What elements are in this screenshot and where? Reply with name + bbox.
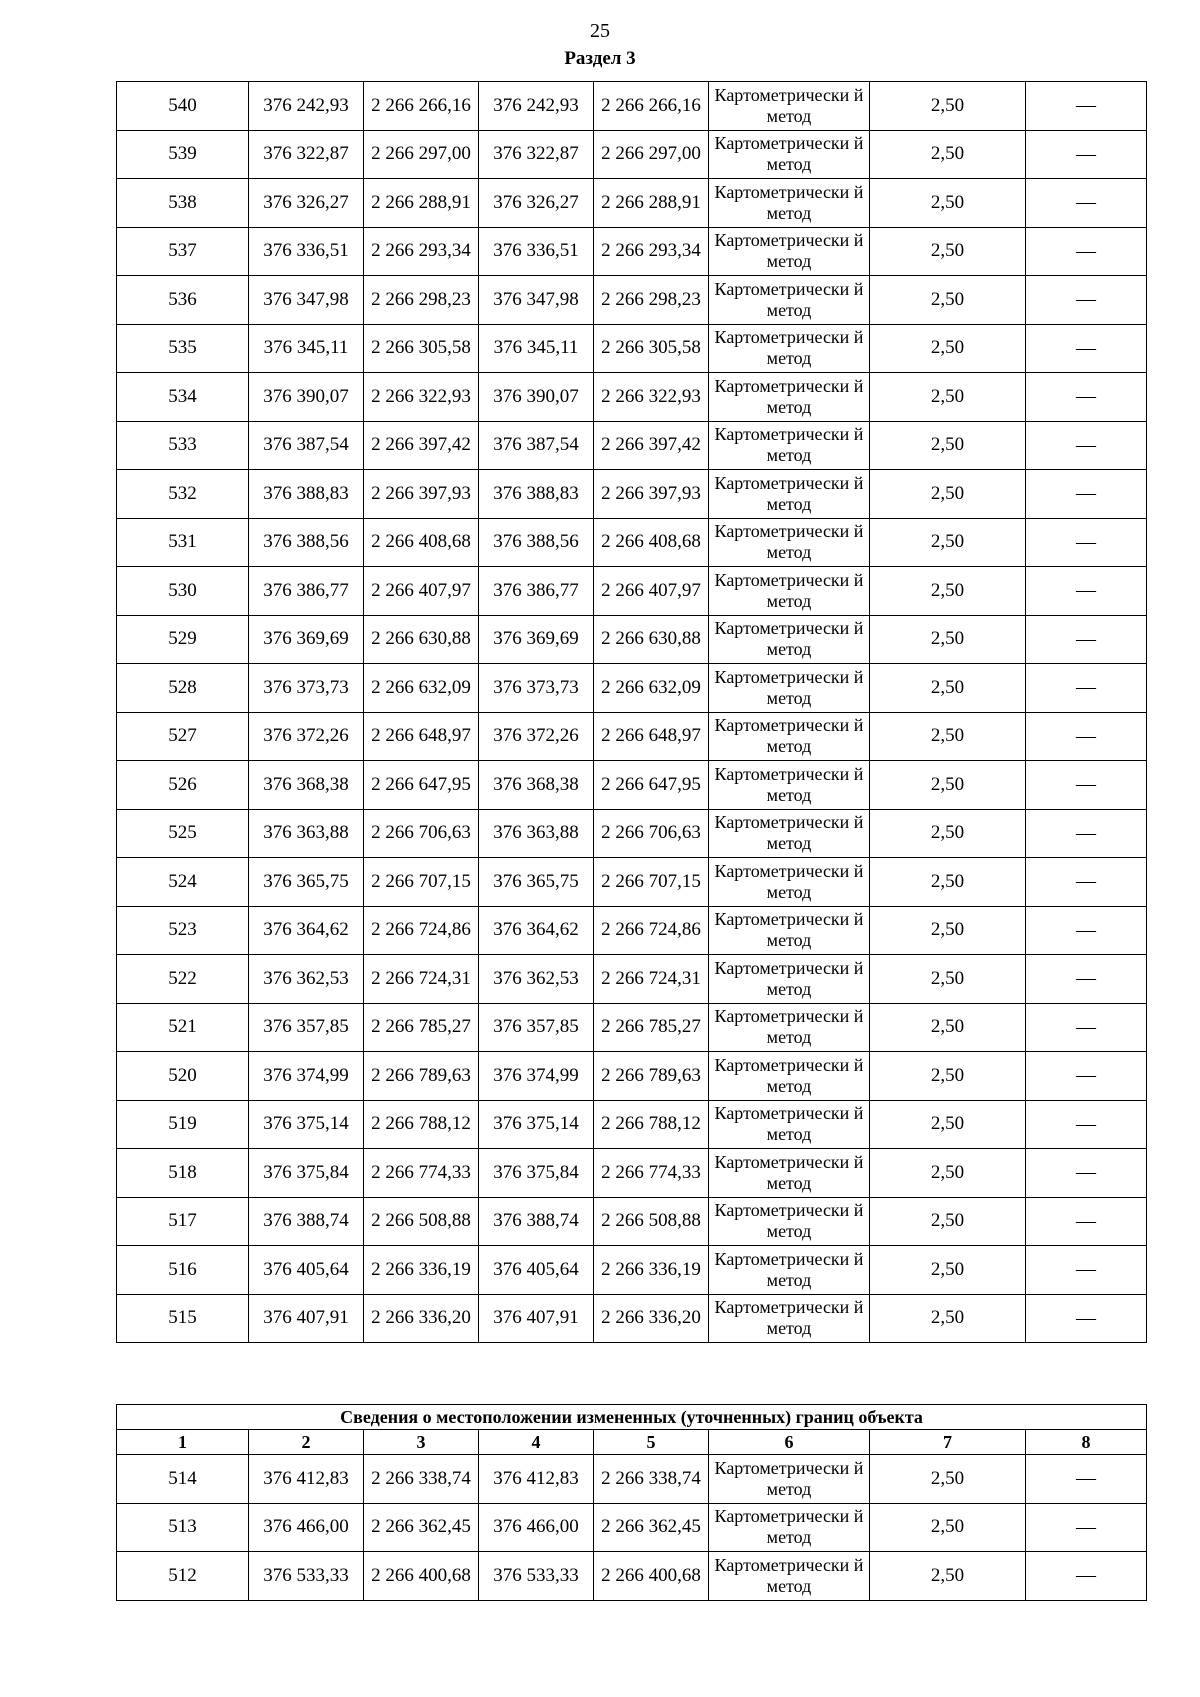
table-row	[117, 373, 1147, 422]
cell-y-existing: 2 266 630,88	[364, 615, 479, 664]
table-row	[117, 227, 1147, 276]
cell-y-existing: 2 266 305,58	[364, 324, 479, 373]
cell-method: Картометрически й метод	[709, 1197, 870, 1246]
cell-accuracy: 2,50	[870, 1149, 1026, 1198]
changed-boundaries-table	[116, 1404, 1147, 1601]
cell-y-new: 2 266 338,74	[594, 1455, 709, 1504]
cell-accuracy: 2,50	[870, 324, 1026, 373]
cell-description: —	[1026, 421, 1147, 470]
cell-description: —	[1026, 373, 1147, 422]
cell-point-number: 525	[117, 809, 249, 858]
cell-description: —	[1026, 82, 1147, 131]
cell-method: Картометрически й метод	[709, 324, 870, 373]
cell-point-number: 516	[117, 1246, 249, 1295]
cell-x-new: 376 362,53	[479, 955, 594, 1004]
cell-y-existing: 2 266 266,16	[364, 82, 479, 131]
cell-accuracy: 2,50	[870, 1052, 1026, 1101]
table-row	[117, 1100, 1147, 1149]
cell-method: Картометрически й метод	[709, 712, 870, 761]
cell-y-new: 2 266 707,15	[594, 858, 709, 907]
cell-method: Картометрически й метод	[709, 906, 870, 955]
cell-description: —	[1026, 664, 1147, 713]
cell-point-number: 514	[117, 1455, 249, 1504]
cell-point-number: 531	[117, 518, 249, 567]
cell-y-existing: 2 266 336,19	[364, 1246, 479, 1295]
cell-x-existing: 376 326,27	[249, 179, 364, 228]
cell-description: —	[1026, 906, 1147, 955]
cell-y-new: 2 266 288,91	[594, 179, 709, 228]
cell-x-new: 376 365,75	[479, 858, 594, 907]
cell-method: Картометрически й метод	[709, 955, 870, 1004]
cell-y-new: 2 266 397,93	[594, 470, 709, 519]
cell-x-new: 376 412,83	[479, 1455, 594, 1504]
table-row	[117, 906, 1147, 955]
cell-y-existing: 2 266 648,97	[364, 712, 479, 761]
cell-x-new: 376 322,87	[479, 130, 594, 179]
cell-description: —	[1026, 179, 1147, 228]
cell-description: —	[1026, 1149, 1147, 1198]
cell-y-new: 2 266 788,12	[594, 1100, 709, 1149]
cell-description: —	[1026, 1455, 1147, 1504]
cell-description: —	[1026, 1003, 1147, 1052]
cell-y-new: 2 266 774,33	[594, 1149, 709, 1198]
cell-method: Картометрически й метод	[709, 1552, 870, 1601]
cell-x-new: 376 374,99	[479, 1052, 594, 1101]
cell-y-existing: 2 266 397,93	[364, 470, 479, 519]
cell-accuracy: 2,50	[870, 1503, 1026, 1552]
table-row	[117, 809, 1147, 858]
cell-accuracy: 2,50	[870, 664, 1026, 713]
header-cell: 4	[479, 1430, 594, 1455]
cell-y-existing: 2 266 362,45	[364, 1503, 479, 1552]
cell-accuracy: 2,50	[870, 1552, 1026, 1601]
cell-y-new: 2 266 647,95	[594, 761, 709, 810]
table-header-row	[117, 1430, 1147, 1455]
cell-x-existing: 376 412,83	[249, 1455, 364, 1504]
cell-accuracy: 2,50	[870, 1100, 1026, 1149]
cell-x-new: 376 388,56	[479, 518, 594, 567]
header-cell: 2	[249, 1430, 364, 1455]
cell-y-existing: 2 266 407,97	[364, 567, 479, 616]
cell-x-existing: 376 374,99	[249, 1052, 364, 1101]
cell-x-existing: 376 373,73	[249, 664, 364, 713]
header-cell: 5	[594, 1430, 709, 1455]
table-row	[117, 1503, 1147, 1552]
section-title: Раздел 3	[564, 48, 636, 69]
cell-x-existing: 376 322,87	[249, 130, 364, 179]
cell-x-new: 376 336,51	[479, 227, 594, 276]
cell-y-existing: 2 266 774,33	[364, 1149, 479, 1198]
table-row	[117, 1052, 1147, 1101]
header-cell: 3	[364, 1430, 479, 1455]
cell-y-new: 2 266 632,09	[594, 664, 709, 713]
cell-method: Картометрически й метод	[709, 567, 870, 616]
cell-point-number: 536	[117, 276, 249, 325]
cell-point-number: 520	[117, 1052, 249, 1101]
cell-point-number: 532	[117, 470, 249, 519]
cell-description: —	[1026, 809, 1147, 858]
cell-description: —	[1026, 227, 1147, 276]
cell-method: Картометрически й метод	[709, 664, 870, 713]
table-row	[117, 179, 1147, 228]
header-cell: 6	[709, 1430, 870, 1455]
cell-x-new: 376 407,91	[479, 1294, 594, 1343]
cell-description: —	[1026, 276, 1147, 325]
table-row	[117, 324, 1147, 373]
cell-x-existing: 376 345,11	[249, 324, 364, 373]
cell-description: —	[1026, 1246, 1147, 1295]
cell-y-existing: 2 266 789,63	[364, 1052, 479, 1101]
cell-point-number: 529	[117, 615, 249, 664]
cell-point-number: 517	[117, 1197, 249, 1246]
cell-accuracy: 2,50	[870, 1246, 1026, 1295]
cell-method: Картометрически й метод	[709, 1503, 870, 1552]
cell-x-new: 376 466,00	[479, 1503, 594, 1552]
cell-description: —	[1026, 1552, 1147, 1601]
cell-x-new: 376 405,64	[479, 1246, 594, 1295]
cell-y-new: 2 266 789,63	[594, 1052, 709, 1101]
cell-x-new: 376 347,98	[479, 276, 594, 325]
cell-method: Картометрически й метод	[709, 82, 870, 131]
cell-y-new: 2 266 408,68	[594, 518, 709, 567]
cell-x-new: 376 369,69	[479, 615, 594, 664]
cell-point-number: 533	[117, 421, 249, 470]
cell-x-existing: 376 375,14	[249, 1100, 364, 1149]
cell-point-number: 515	[117, 1294, 249, 1343]
cell-point-number: 526	[117, 761, 249, 810]
cell-point-number: 523	[117, 906, 249, 955]
table-row	[117, 955, 1147, 1004]
header-cell: 1	[117, 1430, 249, 1455]
cell-method: Картометрически й метод	[709, 421, 870, 470]
cell-y-existing: 2 266 297,00	[364, 130, 479, 179]
cell-accuracy: 2,50	[870, 761, 1026, 810]
cell-y-existing: 2 266 724,86	[364, 906, 479, 955]
cell-description: —	[1026, 324, 1147, 373]
cell-description: —	[1026, 712, 1147, 761]
cell-description: —	[1026, 615, 1147, 664]
cell-y-new: 2 266 648,97	[594, 712, 709, 761]
cell-x-new: 376 326,27	[479, 179, 594, 228]
table-row	[117, 421, 1147, 470]
cell-accuracy: 2,50	[870, 1197, 1026, 1246]
cell-accuracy: 2,50	[870, 1294, 1026, 1343]
cell-y-existing: 2 266 706,63	[364, 809, 479, 858]
cell-y-new: 2 266 266,16	[594, 82, 709, 131]
cell-point-number: 521	[117, 1003, 249, 1052]
cell-description: —	[1026, 1197, 1147, 1246]
cell-method: Картометрически й метод	[709, 1455, 870, 1504]
cell-method: Картометрически й метод	[709, 615, 870, 664]
table-row	[117, 712, 1147, 761]
cell-y-existing: 2 266 293,34	[364, 227, 479, 276]
cell-method: Картометрически й метод	[709, 1246, 870, 1295]
cell-y-existing: 2 266 338,74	[364, 1455, 479, 1504]
cell-x-existing: 376 533,33	[249, 1552, 364, 1601]
table-row	[117, 1149, 1147, 1198]
cell-x-existing: 376 388,83	[249, 470, 364, 519]
cell-accuracy: 2,50	[870, 227, 1026, 276]
cell-x-new: 376 368,38	[479, 761, 594, 810]
cell-method: Картометрически й метод	[709, 470, 870, 519]
cell-point-number: 513	[117, 1503, 249, 1552]
cell-y-existing: 2 266 788,12	[364, 1100, 479, 1149]
cell-x-existing: 376 407,91	[249, 1294, 364, 1343]
cell-method: Картометрически й метод	[709, 179, 870, 228]
table-row	[117, 664, 1147, 713]
cell-x-new: 376 375,84	[479, 1149, 594, 1198]
cell-y-existing: 2 266 336,20	[364, 1294, 479, 1343]
cell-method: Картометрически й метод	[709, 1003, 870, 1052]
cell-y-new: 2 266 397,42	[594, 421, 709, 470]
cell-point-number: 539	[117, 130, 249, 179]
cell-method: Картометрически й метод	[709, 858, 870, 907]
cell-x-existing: 376 365,75	[249, 858, 364, 907]
cell-method: Картометрически й метод	[709, 130, 870, 179]
cell-y-new: 2 266 298,23	[594, 276, 709, 325]
cell-x-existing: 376 375,84	[249, 1149, 364, 1198]
cell-accuracy: 2,50	[870, 615, 1026, 664]
cell-method: Картометрически й метод	[709, 373, 870, 422]
cell-y-existing: 2 266 397,42	[364, 421, 479, 470]
cell-y-new: 2 266 630,88	[594, 615, 709, 664]
cell-point-number: 527	[117, 712, 249, 761]
cell-accuracy: 2,50	[870, 276, 1026, 325]
cell-y-new: 2 266 297,00	[594, 130, 709, 179]
cell-y-new: 2 266 305,58	[594, 324, 709, 373]
page-number: 25	[590, 20, 610, 42]
cell-x-new: 376 387,54	[479, 421, 594, 470]
cell-x-new: 376 375,14	[479, 1100, 594, 1149]
cell-point-number: 522	[117, 955, 249, 1004]
cell-x-existing: 376 372,26	[249, 712, 364, 761]
cell-x-existing: 376 466,00	[249, 1503, 364, 1552]
cell-x-existing: 376 336,51	[249, 227, 364, 276]
header-cell: 8	[1026, 1430, 1147, 1455]
cell-x-new: 376 242,93	[479, 82, 594, 131]
table-row	[117, 130, 1147, 179]
cell-x-new: 376 345,11	[479, 324, 594, 373]
cell-description: —	[1026, 1503, 1147, 1552]
cell-point-number: 540	[117, 82, 249, 131]
cell-x-new: 376 390,07	[479, 373, 594, 422]
cell-y-new: 2 266 785,27	[594, 1003, 709, 1052]
cell-x-new: 376 372,26	[479, 712, 594, 761]
cell-accuracy: 2,50	[870, 518, 1026, 567]
cell-y-existing: 2 266 647,95	[364, 761, 479, 810]
cell-x-new: 376 388,83	[479, 470, 594, 519]
table-row	[117, 1197, 1147, 1246]
cell-y-existing: 2 266 508,88	[364, 1197, 479, 1246]
cell-y-new: 2 266 336,20	[594, 1294, 709, 1343]
cell-x-new: 376 357,85	[479, 1003, 594, 1052]
cell-accuracy: 2,50	[870, 906, 1026, 955]
cell-accuracy: 2,50	[870, 179, 1026, 228]
cell-method: Картометрически й метод	[709, 761, 870, 810]
cell-description: —	[1026, 955, 1147, 1004]
cell-description: —	[1026, 567, 1147, 616]
cell-y-existing: 2 266 288,91	[364, 179, 479, 228]
cell-x-new: 376 373,73	[479, 664, 594, 713]
table-row	[117, 518, 1147, 567]
cell-description: —	[1026, 858, 1147, 907]
cell-point-number: 519	[117, 1100, 249, 1149]
cell-accuracy: 2,50	[870, 858, 1026, 907]
cell-x-existing: 376 387,54	[249, 421, 364, 470]
cell-method: Картометрически й метод	[709, 1149, 870, 1198]
cell-method: Картометрически й метод	[709, 1100, 870, 1149]
cell-y-existing: 2 266 707,15	[364, 858, 479, 907]
cell-x-new: 376 386,77	[479, 567, 594, 616]
cell-x-existing: 376 368,38	[249, 761, 364, 810]
cell-x-existing: 376 357,85	[249, 1003, 364, 1052]
cell-point-number: 528	[117, 664, 249, 713]
table-row	[117, 276, 1147, 325]
cell-description: —	[1026, 130, 1147, 179]
cell-y-existing: 2 266 298,23	[364, 276, 479, 325]
table-row	[117, 82, 1147, 131]
cell-y-existing: 2 266 724,31	[364, 955, 479, 1004]
table-caption: Сведения о местоположении измененных (уточненных) границ объекта	[117, 1405, 1147, 1430]
cell-x-existing: 376 242,93	[249, 82, 364, 131]
table-caption-row	[117, 1405, 1147, 1430]
cell-point-number: 518	[117, 1149, 249, 1198]
cell-method: Картометрически й метод	[709, 276, 870, 325]
cell-method: Картометрически й метод	[709, 1294, 870, 1343]
table-row	[117, 858, 1147, 907]
cell-point-number: 524	[117, 858, 249, 907]
cell-accuracy: 2,50	[870, 130, 1026, 179]
table-row	[117, 1003, 1147, 1052]
cell-description: —	[1026, 1052, 1147, 1101]
cell-accuracy: 2,50	[870, 421, 1026, 470]
cell-description: —	[1026, 518, 1147, 567]
table-row	[117, 470, 1147, 519]
cell-description: —	[1026, 470, 1147, 519]
cell-method: Картометрически й метод	[709, 227, 870, 276]
cell-description: —	[1026, 1294, 1147, 1343]
cell-x-existing: 376 347,98	[249, 276, 364, 325]
cell-y-existing: 2 266 400,68	[364, 1552, 479, 1601]
table-row	[117, 615, 1147, 664]
cell-x-existing: 376 369,69	[249, 615, 364, 664]
cell-x-existing: 376 388,56	[249, 518, 364, 567]
cell-point-number: 534	[117, 373, 249, 422]
cell-method: Картометрически й метод	[709, 1052, 870, 1101]
cell-y-existing: 2 266 408,68	[364, 518, 479, 567]
cell-accuracy: 2,50	[870, 470, 1026, 519]
cell-description: —	[1026, 1100, 1147, 1149]
table-row	[117, 1294, 1147, 1343]
cell-accuracy: 2,50	[870, 809, 1026, 858]
cell-x-new: 376 364,62	[479, 906, 594, 955]
cell-y-existing: 2 266 785,27	[364, 1003, 479, 1052]
cell-accuracy: 2,50	[870, 1455, 1026, 1504]
cell-accuracy: 2,50	[870, 82, 1026, 131]
table-row	[117, 1552, 1147, 1601]
table-row	[117, 567, 1147, 616]
cell-method: Картометрически й метод	[709, 518, 870, 567]
cell-point-number: 512	[117, 1552, 249, 1601]
table-row	[117, 1455, 1147, 1504]
table-row	[117, 1246, 1147, 1295]
cell-point-number: 535	[117, 324, 249, 373]
cell-x-existing: 376 363,88	[249, 809, 364, 858]
cell-x-new: 376 363,88	[479, 809, 594, 858]
cell-x-existing: 376 390,07	[249, 373, 364, 422]
cell-y-new: 2 266 322,93	[594, 373, 709, 422]
cell-x-existing: 376 388,74	[249, 1197, 364, 1246]
cell-y-new: 2 266 724,86	[594, 906, 709, 955]
cell-method: Картометрически й метод	[709, 809, 870, 858]
cell-y-new: 2 266 400,68	[594, 1552, 709, 1601]
cell-y-existing: 2 266 632,09	[364, 664, 479, 713]
cell-point-number: 537	[117, 227, 249, 276]
cell-x-new: 376 533,33	[479, 1552, 594, 1601]
cell-accuracy: 2,50	[870, 373, 1026, 422]
cell-x-new: 376 388,74	[479, 1197, 594, 1246]
cell-accuracy: 2,50	[870, 955, 1026, 1004]
cell-point-number: 530	[117, 567, 249, 616]
cell-y-new: 2 266 724,31	[594, 955, 709, 1004]
cell-x-existing: 376 364,62	[249, 906, 364, 955]
cell-y-existing: 2 266 322,93	[364, 373, 479, 422]
cell-x-existing: 376 362,53	[249, 955, 364, 1004]
cell-y-new: 2 266 362,45	[594, 1503, 709, 1552]
cell-accuracy: 2,50	[870, 712, 1026, 761]
cell-x-existing: 376 405,64	[249, 1246, 364, 1295]
cell-accuracy: 2,50	[870, 1003, 1026, 1052]
cell-y-new: 2 266 407,97	[594, 567, 709, 616]
cell-y-new: 2 266 706,63	[594, 809, 709, 858]
cell-accuracy: 2,50	[870, 567, 1026, 616]
header-cell: 7	[870, 1430, 1026, 1455]
cell-point-number: 538	[117, 179, 249, 228]
table-row	[117, 761, 1147, 810]
cell-y-new: 2 266 508,88	[594, 1197, 709, 1246]
cell-x-existing: 376 386,77	[249, 567, 364, 616]
cell-y-new: 2 266 293,34	[594, 227, 709, 276]
cell-description: —	[1026, 761, 1147, 810]
coordinates-table	[116, 81, 1147, 1343]
cell-y-new: 2 266 336,19	[594, 1246, 709, 1295]
